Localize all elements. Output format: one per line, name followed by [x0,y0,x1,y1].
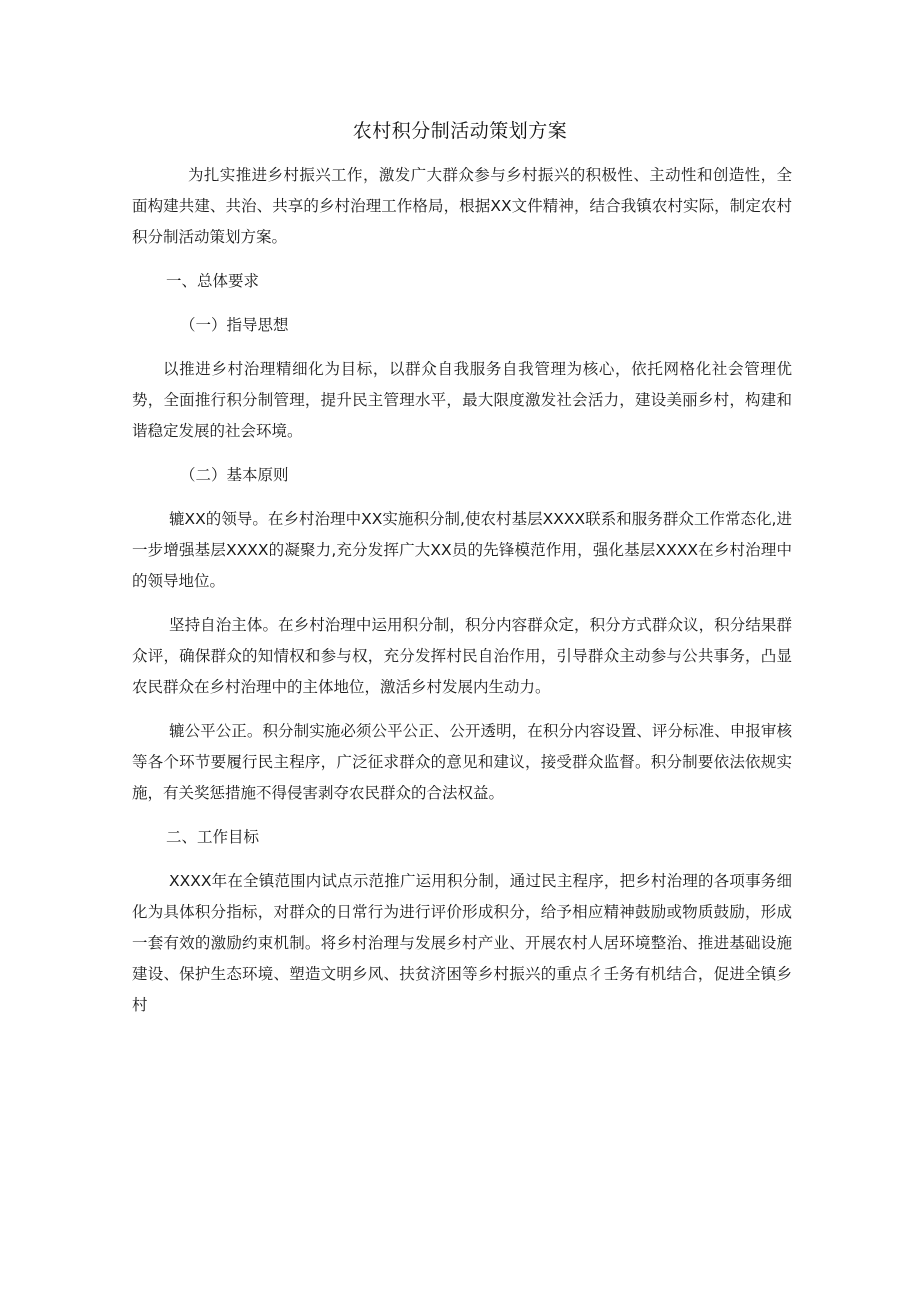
intro-paragraph: 为扎实推进乡村振兴工作，激发广大群众参与乡村振兴的积极性、主动性和创造性，全面构建共建、共治、共享的乡村治理工作格局，根据XX文件精神，结合我镇农村实际，制定农村积分制活动策划方案。 [132,166,792,246]
section-heading-general-requirements: 一、总体要求 [166,272,260,290]
work-goals-paragraph: XXXX年在全镇范围内试点示范推广运用积分制，通过民主程序，把乡村治理的各项事务细化为具体积分指标，对群众的日常行为进行评价形成积分，给予相应精神鼓励或物质鼓励，形成一套有效的激励约束机制。将乡村治理与发展乡村产业、开展农村人居环境整治、推进基础设施建设、保护生态环境、塑造文明乡风、扶贫济困等乡村振兴的重点彳壬务有机结合，促进全镇乡村 [132,872,792,1014]
principle-paragraph-fairness: 辘公平公正。积分制实施必须公平公正、公开透明，在积分内容设置、评分标准、申报审核等各个环节要履行民主程序，广泛征求群众的意见和建议，接受群众监督。积分制要依法依规实施，有关奖惩措施不得侵害剥夺农民群众的合法权益。 [132,722,792,802]
document-title: 农村积分制活动策划方案 [352,120,568,142]
guiding-ideology-paragraph: 以推进乡村治理精细化为目标，以群众自我服务自我管理为核心，依托网格化社会管理优势，全面推行积分制管理，提升民主管理水平，最大限度激发社会活力，建设美丽乡村，构建和谐稳定发展的社会环境。 [132,360,792,440]
section-heading-work-goals: 二、工作目标 [166,828,260,846]
principle-paragraph-self-governance: 坚持自治主体。在乡村治理中运用积分制，积分内容群众定，积分方式群众议，积分结果群众评，确保群众的知情权和参与权，充分发挥村民自治作用，引导群众主动参与公共事务，凸显农民群众在乡村治理中的主体地位，激活乡村发展内生动力。 [132,616,792,696]
subsection-heading-basic-principles: （二）基本原则 [180,466,289,484]
subsection-heading-guiding-ideology: （一）指导思想 [180,316,289,334]
principle-paragraph-leadership: 辘XX的领导。在乡村治理中XX实施积分制,使农村基层XXXX联系和服务群众工作常态化,进一步增强基层XXXX的凝聚力,充分发挥广大XX员的先锋模范作用，强化基层XXXX在乡村治理中的领导地位。 [132,510,792,590]
document-body [132,160,792,1034]
